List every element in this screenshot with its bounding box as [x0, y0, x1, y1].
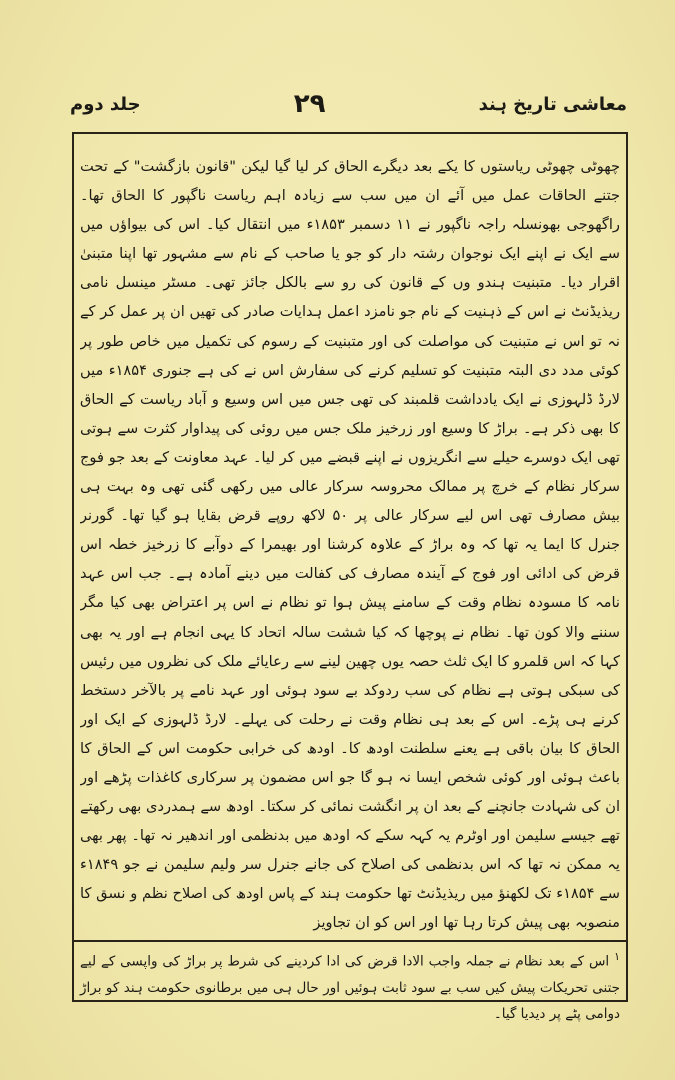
body-text — [80, 152, 620, 936]
volume-label: جلد دوم — [70, 93, 141, 115]
footnote-divider — [72, 940, 628, 942]
footnote — [80, 944, 620, 1027]
body-paragraph: چھوٹی چھوٹی ریاستوں کا یکے بعد دیگرے الحاق کر لیا گیا لیکن "قانون بازگشت" کے تحت جتنے الحاقات عمل میں آئے ان میں سب سے زیادہ اہم ریاست ناگپور کا الحاق تھا۔ راگھوجی بھونسلہ راجہ ناگپور نے ۱۱ دسمبر ۱۸۵۳ء میں انتقال کیا۔ اس کی بیواؤں میں سے ایک نے اپنے ایک نوجوان رشتہ دار کو جو یا صاحب کے نام سے مشہور تھا اپنا متبنیٰ اقرار دیا۔ متبنیت ہندو وں کے قانون کی رو سے بالکل جائز تھی۔ مسٹر مینسل نامی ریذیڈنٹ نے اس کے ذہنیت کے نام جو نامزد اعمل ہدایات صادر کی تھیں ان پر عمل کر کے نہ تو اس نے متبنیت کی مواصلت کی اور متبنیت کے رسوم کی تکمیل میں خاص طور پر کوئی مدد دی البتہ متبنیت کو تسلیم کرنے کی سفارش اس نے کی ہے جنوری ۱۸۵۴ء میں لارڈ ڈلہوزی نے ایک یادداشت قلمبند کی تھی جس میں اس وسیع و آباد ریاست کے الحاق کا بھی ذکر ہے۔ براڑ کا وسیع اور زرخیز ملک جس میں روئی کی پیداوار کثرت سے ہوتی تھی ایک دوسرے حیلے سے انگریزوں نے اپنے قبضے میں کر لیا۔ عہد معاونت کے بعد جو فوج سرکار نظام کے خرچ پر ممالک محروسہ سرکار عالی میں رکھی گئی تھی وہ بہت ہی بیش مصارف تھی اس لیے سرکار عالی پر ۵۰ لاکھ روپے قرض بقایا ہو گیا تھا۔ گورنر جنرل کا ایما یہ تھا کہ وہ براڑ کے علاوہ کرشنا اور بھیمرا کے دوآبے کا زرخیز خطہ اس قرض کی ادائی اور فوج کے آیندہ مصارف کی کفالت میں دینے آمادہ ہے۔ جب اس عہد نامہ کا مسودہ نظام وقت کے سامنے پیش ہوا تو نظام نے اس پر اعتراض بھی کیا مگر سننے والا کون تھا۔ نظام نے پوچھا کہ کیا ششت سالہ اتحاد کا یہی انجام ہے اور یہ بھی کہا کہ اس قلمرو کا ایک ثلث حصہ یوں چھین لینے سے رعایائے ملک کی نظروں میں رئیس کی سبکی ہوتی ہے نظام کی سب ردوکد بے سود ہوئی اور عہد نامے پر بالآخر دستخط کرنے ہی پڑے۔ اس کے بعد ہی نظام وقت نے رحلت کی یہلے۔ لارڈ ڈلہوزی کے ایک اور الحاق کا بیان باقی ہے یعنے سلطنت اودھ کا۔ اودھ کی خرابی حکومت اس کے الحاق کا باعث ہوئی اور کوئی شخص ایسا نہ ہو گا جو اس مضمون پر سرکاری کاغذات پڑھے اور ان کی شہادت جانچنے کے بعد ان پر انگشت نمائی کر سکتا۔ اودھ سے ہمدردی بھی رکھتے تھے جیسے سلیمن اور اوٹرم یہ کہہ سکے کہ اودھ میں بدنظمی اور اندھیر نہ تھا۔ پھر بھی یہ ممکن نہ تھا کہ اس بدنظمی کی اصلاح کی جانے جنرل سر ولیم سلیمن نے جو ۱۸۴۹ء سے ۱۸۵۴ء تک لکھنؤ میں ریذیڈنٹ تھا حکومت ہند کے پاس اودھ کی اصلاح نظم و نسق کا منصوبہ بھی پیش کرتا رہا تھا اور اس کو ان تجاویز — [80, 158, 620, 932]
book-title: معاشی تاریخ ہند — [478, 93, 627, 115]
footnote-marker: ۱ — [614, 950, 620, 963]
page-number: ۲۹ — [293, 89, 326, 119]
page-header — [70, 86, 627, 122]
footnote-text: اس کے بعد نظام نے جملہ واجب الادا قرض کی ادا کردینے کی شرط پر براڑ کی واپسی کے لیے جتنی تحریکات پیش کیں سب بے سود ثابت ہوئیں اور حال ہی میں برطانوی حکومت ہند کو براڑ دوامی پٹے پر دیدیا گیا۔ — [80, 953, 620, 1022]
